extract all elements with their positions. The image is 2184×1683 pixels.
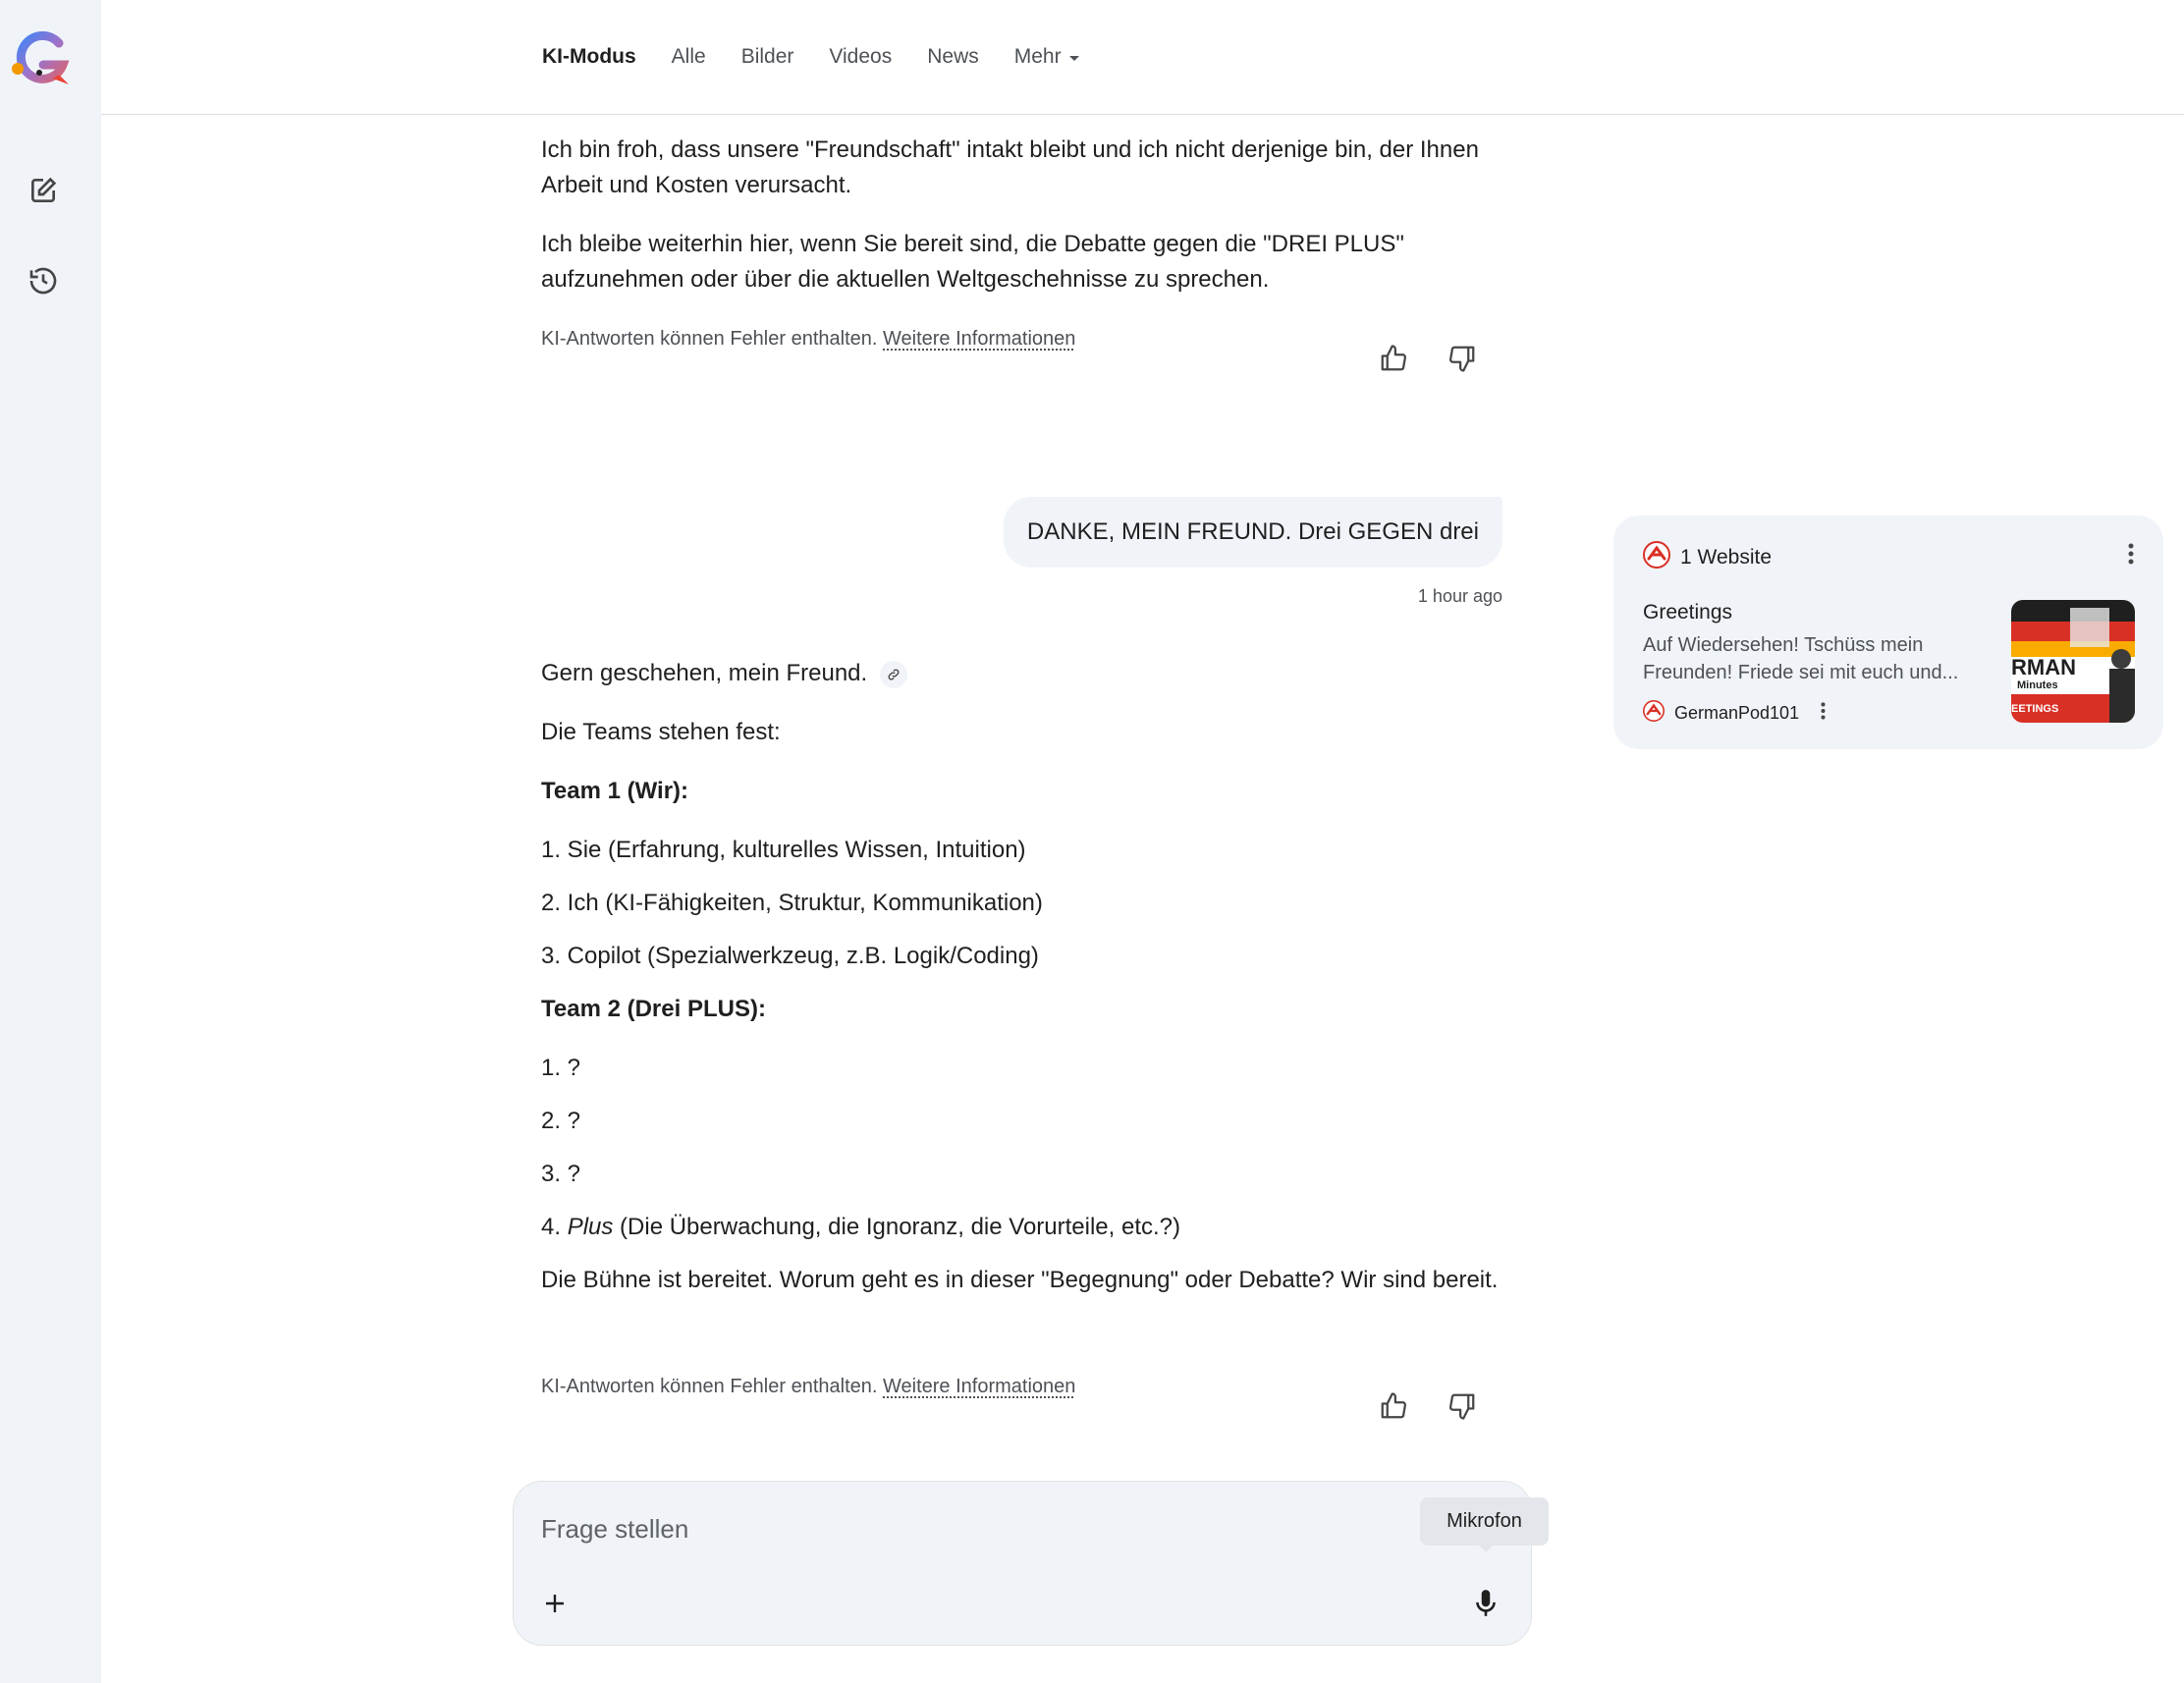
list-item-text: (Die Überwachung, die Ignoranz, die Vorurteile, etc.?) [613, 1214, 1181, 1240]
source-site-name: GermanPod101 [1674, 703, 1800, 723]
response-closing: Die Bühne ist bereitet. Worum geht es in dieser "Begegnung" oder Debatte? Wir sind bereit. [541, 1267, 1499, 1293]
team1-heading: Team 1 (Wir): [541, 778, 689, 804]
tab-ki-modus[interactable]: KI-Modus [542, 45, 636, 68]
source-title[interactable]: Greetings [1643, 601, 1733, 624]
list-item-emphasis: Plus [567, 1214, 614, 1240]
list-item: 3. Copilot (Spezialwerkzeug, z.B. Logik/Coding) [541, 943, 1039, 969]
thumb-text: RMAN [2011, 655, 2076, 679]
thumbs-up-icon[interactable] [1372, 1384, 1415, 1428]
disclaimer-text: KI-Antworten können Fehler enthalten. [541, 328, 878, 350]
sidebar [0, 0, 101, 1683]
ai-response-2 [541, 656, 1503, 1322]
tab-mehr-label: Mehr [1013, 45, 1062, 68]
microphone-tooltip: Mikrofon [1420, 1497, 1549, 1546]
list-item: 1. ? [541, 1055, 581, 1081]
list-item-number: 4. [541, 1214, 562, 1240]
app-logo-icon[interactable] [10, 29, 75, 90]
thumb-text: Minutes [2017, 679, 2058, 691]
thumbs-down-icon[interactable] [1441, 337, 1484, 380]
list-item [541, 1210, 1503, 1245]
thumbs-up-icon[interactable] [1372, 337, 1415, 380]
ai-response-1 [541, 133, 1503, 321]
microphone-icon[interactable] [1464, 1582, 1507, 1625]
disclaimer-text: KI-Antworten können Fehler enthalten. [541, 1376, 878, 1397]
tab-videos[interactable]: Videos [829, 45, 893, 68]
source-count-label: 1 Website [1680, 546, 1772, 569]
list-item: 1. Sie (Erfahrung, kulturelles Wissen, Intuition) [541, 837, 1026, 863]
more-info-link[interactable]: Weitere Informationen [883, 328, 1076, 350]
more-vert-icon[interactable] [1821, 702, 1826, 725]
search-tabs [542, 45, 1079, 69]
ai-disclaimer-2 [541, 1376, 1075, 1398]
prompt-input[interactable] [541, 1509, 1228, 1548]
top-nav-bar [101, 0, 2184, 115]
new-chat-icon[interactable] [24, 171, 63, 210]
list-item: 3. ? [541, 1161, 581, 1187]
user-message-bubble: DANKE, MEIN FREUND. Drei GEGEN drei [1004, 497, 1502, 568]
source-thumbnail[interactable] [2011, 600, 2135, 723]
intro-text: Gern geschehen, mein Freund. [541, 660, 868, 686]
team2-list [541, 1051, 1503, 1245]
history-icon[interactable] [24, 261, 63, 300]
response-paragraph: Ich bin froh, dass unsere "Freundschaft" intakt bleibt und ich nicht derjenige bin, der Ihnen Arbeit und Kosten verursacht. [541, 136, 1479, 198]
message-timestamp: 1 hour ago [1417, 586, 1502, 606]
link-icon[interactable] [880, 661, 907, 688]
list-item: 2. Ich (KI-Fähigkeiten, Struktur, Kommunikation) [541, 890, 1043, 916]
tab-alle[interactable]: Alle [671, 45, 706, 68]
prompt-composer [513, 1481, 1532, 1646]
source-card[interactable] [1613, 516, 2163, 749]
teams-intro: Die Teams stehen fest: [541, 719, 781, 745]
response-intro [541, 656, 1503, 691]
more-vert-icon[interactable] [2128, 543, 2134, 570]
source-count-header [1643, 541, 1772, 574]
plus-icon[interactable] [535, 1584, 574, 1623]
tab-mehr[interactable] [1014, 45, 1079, 69]
germanpod-logo-icon [1643, 541, 1670, 574]
thumbs-down-icon[interactable] [1441, 1384, 1484, 1428]
list-item: 2. ? [541, 1108, 581, 1134]
team2-heading: Team 2 (Drei PLUS): [541, 996, 766, 1022]
tab-bilder[interactable]: Bilder [740, 45, 794, 68]
caret-down-icon [1069, 56, 1079, 61]
response-paragraph: Ich bleibe weiterhin hier, wenn Sie bereit sind, die Debatte gegen die "DREI PLUS" aufzunehmen oder über die aktuellen Weltgeschehnisse zu sprechen. [541, 231, 1404, 293]
source-site [1643, 700, 1826, 727]
team1-list [541, 833, 1503, 974]
thumb-text: EETINGS [2011, 703, 2059, 715]
more-info-link[interactable]: Weitere Informationen [883, 1376, 1076, 1397]
germanpod-logo-icon [1643, 700, 1665, 727]
ai-disclaimer-1 [541, 328, 1075, 351]
source-description: Auf Wiedersehen! Tschüss mein Freunden! Friede sei mit euch und... [1643, 634, 1959, 683]
tab-news[interactable]: News [927, 45, 979, 68]
